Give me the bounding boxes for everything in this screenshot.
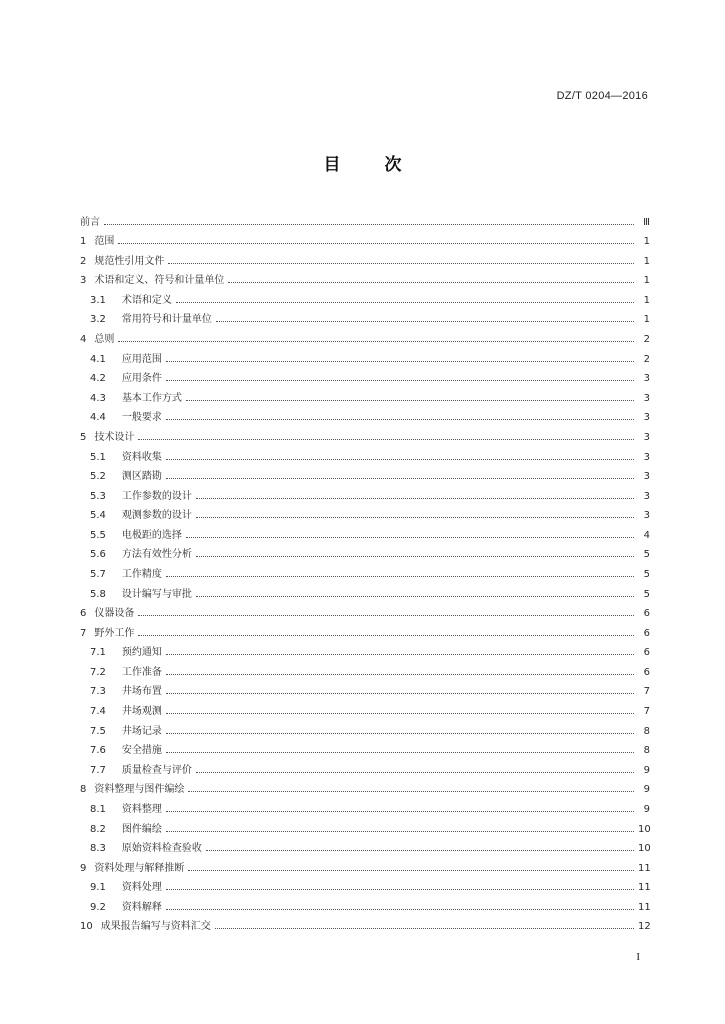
toc-entry-label: 范围 (94, 236, 115, 248)
toc-entry[interactable] (80, 697, 650, 717)
toc-entry[interactable] (80, 560, 650, 580)
toc-entry[interactable] (80, 502, 650, 522)
toc-entry-label: 资料收集 (121, 451, 162, 463)
toc-entry-number: 5.7 (90, 568, 106, 580)
toc-entry-page: 1 (643, 236, 650, 248)
toc-entry[interactable] (80, 658, 650, 678)
toc-dot-leader (166, 733, 634, 734)
toc-entry[interactable] (80, 267, 650, 287)
toc-entry-number: 7.6 (90, 745, 106, 757)
toc-entry-number: 5.5 (90, 529, 106, 541)
toc-entry-number: 3 (80, 275, 87, 287)
toc-entry-number: 9.2 (90, 901, 106, 913)
toc-entry-label: 井场观测 (121, 706, 162, 718)
toc-entry[interactable] (80, 835, 650, 855)
page-title: 目次 (323, 155, 446, 175)
toc-entry-label: 常用符号和计量单位 (121, 314, 212, 326)
toc-entry[interactable] (80, 756, 650, 776)
toc-entry[interactable] (80, 776, 650, 796)
toc-entry[interactable] (80, 208, 650, 228)
toc-entry[interactable] (80, 325, 650, 345)
toc-entry[interactable] (80, 678, 650, 698)
toc-entry-page: 6 (643, 608, 650, 620)
toc-entry-page: 2 (643, 353, 650, 365)
toc-entry-label: 测区踏勘 (121, 471, 162, 483)
toc-entry-page: 10 (638, 843, 651, 855)
toc-dot-leader (118, 243, 634, 244)
toc-dot-leader (138, 635, 634, 636)
toc-entry[interactable] (80, 639, 650, 659)
toc-dot-leader (176, 302, 634, 303)
toc-dot-leader (166, 889, 634, 890)
toc-entry-page: Ⅲ (643, 216, 650, 228)
toc-entry-number: 7 (80, 627, 87, 639)
toc-entry-number: 8.1 (90, 803, 106, 815)
toc-entry[interactable] (80, 306, 650, 326)
toc-entry-number: 5.8 (90, 588, 106, 600)
toc-entry-label: 应用条件 (121, 373, 162, 385)
toc-entry-label: 质量检查与评价 (121, 764, 192, 776)
document-code: DZ/T 0204—2016 (556, 90, 648, 102)
toc-entry-page: 1 (643, 255, 650, 267)
toc-entry-number: 5.4 (90, 510, 106, 522)
toc-entry[interactable] (80, 443, 650, 463)
toc-entry-label: 仪器设备 (94, 608, 135, 620)
toc-entry-page: 3 (643, 471, 650, 483)
toc-entry-number: 5.1 (90, 451, 106, 463)
toc-entry-page: 11 (638, 901, 651, 913)
toc-dot-leader (166, 713, 634, 714)
toc-entry[interactable] (80, 247, 650, 267)
toc-dot-leader (186, 537, 634, 538)
toc-entry[interactable] (80, 541, 650, 561)
toc-entry-label: 资料整理与图件编绘 (94, 784, 185, 796)
toc-entry-label: 资料解释 (121, 901, 162, 913)
toc-dot-leader (166, 419, 634, 420)
toc-entry-label: 规范性引用文件 (94, 255, 165, 267)
toc-entry-number: 7.5 (90, 725, 106, 737)
toc-dot-leader (215, 928, 634, 929)
toc-entry-page: 6 (643, 647, 650, 659)
toc-entry[interactable] (80, 600, 650, 620)
toc-dot-leader (118, 341, 634, 342)
toc-dot-leader (166, 693, 634, 694)
toc-entry-label: 术语和定义、符号和计量单位 (94, 275, 225, 287)
toc-entry-page: 12 (638, 921, 651, 933)
toc-dot-leader (166, 478, 634, 479)
toc-entry-number: 7.2 (90, 666, 106, 678)
toc-dot-leader (166, 380, 634, 381)
toc-entry-page: 9 (643, 784, 650, 796)
toc-entry[interactable] (80, 482, 650, 502)
toc-entry-number: 7.4 (90, 706, 106, 718)
toc-entry-number: 5.3 (90, 490, 106, 502)
toc-entry-label: 观测参数的设计 (121, 510, 192, 522)
toc-entry-number: 9 (80, 862, 87, 874)
toc-entry-page: 7 (643, 686, 650, 698)
toc-entry[interactable] (80, 717, 650, 737)
toc-entry-page: 3 (643, 490, 650, 502)
toc-entry[interactable] (80, 521, 650, 541)
toc-entry-page: 5 (643, 588, 650, 600)
toc-entry-number: 9.1 (90, 882, 106, 894)
toc-entry-label: 应用范围 (121, 353, 162, 365)
toc-entry-page: 8 (643, 725, 650, 737)
toc-entry-page: 3 (643, 451, 650, 463)
toc-entry-number: 3.2 (90, 314, 106, 326)
toc-entry-label: 工作准备 (121, 666, 162, 678)
table-of-contents (80, 208, 650, 932)
toc-entry[interactable] (80, 737, 650, 757)
toc-entry-number: 7.1 (90, 647, 106, 659)
toc-dot-leader (188, 791, 634, 792)
toc-entry-label: 原始资料检查验收 (121, 843, 202, 855)
toc-entry[interactable] (80, 795, 650, 815)
toc-dot-leader (196, 498, 634, 499)
toc-dot-leader (196, 517, 634, 518)
toc-entry[interactable] (80, 913, 650, 933)
toc-dot-leader (166, 752, 634, 753)
toc-entry-label: 技术设计 (94, 431, 135, 443)
toc-dot-leader (196, 596, 634, 597)
toc-dot-leader (186, 400, 634, 401)
toc-entry-number: 10 (80, 921, 93, 933)
toc-entry-label: 井场记录 (121, 725, 162, 737)
toc-entry-page: 5 (643, 549, 650, 561)
toc-entry-page: 11 (638, 882, 651, 894)
toc-entry-label: 预约通知 (121, 647, 162, 659)
toc-dot-leader (166, 459, 634, 460)
toc-entry-page: 11 (638, 862, 651, 874)
toc-entry-number: 7.3 (90, 686, 106, 698)
toc-dot-leader (166, 361, 634, 362)
toc-entry-page: 3 (643, 392, 650, 404)
toc-entry-page: 10 (638, 823, 651, 835)
toc-entry[interactable] (80, 893, 650, 913)
toc-entry-number: 8.2 (90, 823, 106, 835)
toc-entry[interactable] (80, 228, 650, 248)
toc-entry-label: 总则 (94, 334, 115, 346)
toc-entry-page: 8 (643, 745, 650, 757)
toc-dot-leader (166, 654, 634, 655)
toc-entry-page: 6 (643, 666, 650, 678)
toc-entry-label: 工作参数的设计 (121, 490, 192, 502)
toc-entry-page: 3 (643, 431, 650, 443)
page-number: I (636, 951, 640, 963)
toc-entry[interactable] (80, 854, 650, 874)
toc-entry-number: 7.7 (90, 764, 106, 776)
toc-entry-label: 资料处理与解释推断 (94, 862, 185, 874)
toc-entry[interactable] (80, 815, 650, 835)
toc-entry-page: 3 (643, 510, 650, 522)
toc-entry-label: 设计编写与审批 (121, 588, 192, 600)
toc-entry-number: 4.2 (90, 373, 106, 385)
toc-dot-leader (166, 576, 634, 577)
toc-dot-leader (188, 870, 634, 871)
toc-entry-label: 成果报告编写与资料汇交 (100, 921, 211, 933)
toc-entry-page: 7 (643, 706, 650, 718)
toc-dot-leader (206, 850, 634, 851)
toc-entry-number: 5.2 (90, 471, 106, 483)
toc-entry-page: 9 (643, 803, 650, 815)
toc-entry-page: 3 (643, 412, 650, 424)
toc-dot-leader (138, 439, 634, 440)
toc-dot-leader (196, 556, 634, 557)
toc-dot-leader (228, 282, 634, 283)
toc-dot-leader (104, 224, 634, 225)
toc-entry-label: 野外工作 (94, 627, 135, 639)
toc-entry[interactable] (80, 286, 650, 306)
toc-entry-label: 井场布置 (121, 686, 162, 698)
toc-entry-page: 2 (643, 334, 650, 346)
toc-entry[interactable] (80, 365, 650, 385)
toc-entry[interactable] (80, 345, 650, 365)
toc-dot-leader (216, 321, 634, 322)
toc-entry-number: 2 (80, 255, 87, 267)
toc-dot-leader (138, 615, 634, 616)
toc-entry-label: 一般要求 (121, 412, 162, 424)
toc-entry[interactable] (80, 423, 650, 443)
toc-entry-label: 方法有效性分析 (121, 549, 192, 561)
toc-entry[interactable] (80, 384, 650, 404)
toc-entry-label: 术语和定义 (121, 294, 172, 306)
toc-dot-leader (166, 674, 634, 675)
toc-entry-number: 3.1 (90, 294, 106, 306)
toc-entry[interactable] (80, 580, 650, 600)
toc-entry-label: 工作精度 (121, 568, 162, 580)
toc-entry-label: 图件编绘 (121, 823, 162, 835)
toc-entry-page: 1 (643, 275, 650, 287)
toc-entry-page: 9 (643, 764, 650, 776)
toc-dot-leader (166, 909, 634, 910)
toc-entry-page: 6 (643, 627, 650, 639)
toc-entry-number: 6 (80, 608, 87, 620)
toc-entry-number: 4 (80, 334, 87, 346)
toc-entry-number: 8.3 (90, 843, 106, 855)
toc-entry-number: 4.1 (90, 353, 106, 365)
toc-entry-number: 1 (80, 236, 87, 248)
toc-dot-leader (168, 263, 634, 264)
toc-entry-label: 资料处理 (121, 882, 162, 894)
toc-dot-leader (166, 831, 634, 832)
toc-entry-number: 8 (80, 784, 87, 796)
toc-entry-number: 4.3 (90, 392, 106, 404)
toc-entry-label: 基本工作方式 (121, 392, 182, 404)
toc-entry[interactable] (80, 619, 650, 639)
toc-entry-number: 5 (80, 431, 87, 443)
toc-entry[interactable] (80, 874, 650, 894)
toc-entry-page: 1 (643, 294, 650, 306)
toc-entry[interactable] (80, 404, 650, 424)
toc-entry-page: 3 (643, 373, 650, 385)
toc-dot-leader (196, 772, 634, 773)
toc-entry-number: 5.6 (90, 549, 106, 561)
toc-entry-number: 4.4 (90, 412, 106, 424)
toc-entry-label: 电极距的选择 (121, 529, 182, 541)
toc-entry-page: 1 (643, 314, 650, 326)
toc-entry-page: 4 (643, 529, 650, 541)
toc-entry-label: 资料整理 (121, 803, 162, 815)
toc-entry-label: 前言 (80, 216, 100, 228)
toc-entry-page: 5 (643, 568, 650, 580)
toc-entry[interactable] (80, 463, 650, 483)
toc-entry-label: 安全措施 (121, 745, 162, 757)
toc-dot-leader (166, 811, 634, 812)
